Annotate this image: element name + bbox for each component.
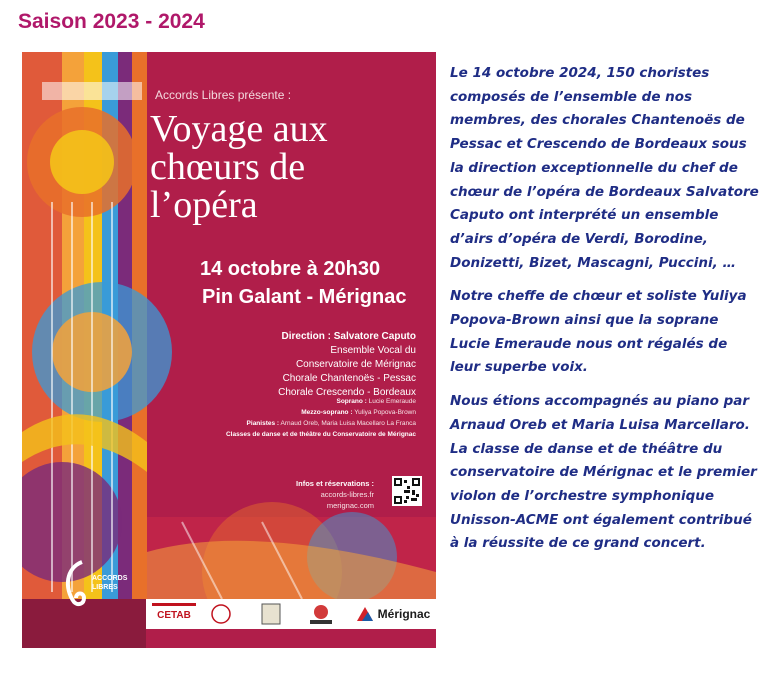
poster-soloists bbox=[226, 396, 416, 440]
sponsor-cmcas-icon bbox=[306, 603, 336, 625]
accords-libres-logo-text bbox=[92, 574, 127, 592]
article-paragraph: La classe de danse et de théâtre du conservatoire de Mérignac et le premier violon de l’orchestre symphonique Unisson-ACME ont également contribué à la réussite de ce grand concert. bbox=[450, 440, 757, 552]
merignac-logo-text: Mérignac bbox=[377, 607, 431, 621]
classes-line: Classes de danse et de théâtre du Conservatoire de Mérignac bbox=[225, 431, 416, 438]
poster-title-line: Voyage aux bbox=[150, 108, 328, 150]
poster-title-line: l’opéra bbox=[150, 184, 258, 226]
logo-text-line: LIBRES bbox=[92, 584, 118, 591]
article-paragraph: Notre cheffe de chœur et soliste Yuliya Popova-Brown ainsi que la soprane Lucie Emeraude nous ont régalés de leur superbe voix. bbox=[450, 288, 747, 376]
poster-direction bbox=[278, 330, 416, 400]
poster-date: 14 octobre à 20h30 bbox=[200, 258, 381, 280]
article-paragraph: Le 14 octobre 2024, 150 choristes composés de l’ensemble de nos membres, des chorales Chantenoës de Pessac et Crescendo de Bordeaux sous la direction exceptionnelle du chef de chœur de l’opéra de Bordeaux Salvatore Caputo ont interprété un ensemble d’airs d’opéra de Verdi, Borodine, Donizetti, Bizet, Mascagni, Puccini, … bbox=[450, 65, 759, 271]
ensemble-line: Chorale Chantenoës - Pessac bbox=[282, 373, 416, 384]
soprano-label: Soprano : bbox=[336, 398, 367, 405]
ensemble-line: Chorale Crescendo - Bordeaux bbox=[278, 387, 416, 398]
merignac-logo-icon bbox=[356, 603, 374, 625]
poster-title bbox=[150, 110, 436, 224]
poster-venue: Pin Galant - Mérignac bbox=[202, 286, 407, 308]
infos-link: accords-libres.fr bbox=[320, 490, 374, 499]
pianists-names: Arnaud Oreb, Maria Luisa Macellaro La Franca bbox=[280, 420, 416, 427]
sponsor-bar bbox=[146, 599, 436, 629]
concert-poster bbox=[22, 52, 436, 648]
mezzo-label: Mezzo-soprano : bbox=[301, 409, 353, 416]
concert-article bbox=[450, 62, 760, 556]
direction-label: Direction : Salvatore Caputo bbox=[281, 331, 416, 342]
mezzo-name: Yuliya Popova-Brown bbox=[354, 409, 416, 416]
logo-text-line: ACCORDS bbox=[92, 575, 128, 582]
poster-title-line: chœurs de bbox=[150, 146, 306, 188]
pianists-label: Pianistes : bbox=[246, 420, 280, 427]
infos-link: merignac.com bbox=[326, 501, 374, 510]
article-paragraph: Nous étions accompagnés au piano par Arnaud Oreb et Maria Luisa Marcellaro. bbox=[450, 393, 750, 433]
ensemble-line: Ensemble Vocal du bbox=[330, 345, 416, 356]
sponsor-emblem-icon bbox=[256, 603, 286, 625]
sponsor-seal-icon bbox=[206, 603, 236, 625]
poster-presenter: Accords Libres présente : bbox=[155, 88, 292, 102]
ensemble-line: Conservatoire de Mérignac bbox=[295, 359, 416, 370]
qr-code-icon bbox=[392, 476, 422, 506]
season-title: Saison 2023 - 2024 bbox=[18, 10, 205, 33]
accords-libres-logo-icon bbox=[62, 558, 92, 608]
poster-infos bbox=[296, 478, 374, 511]
cetab-logo: CETAB bbox=[152, 603, 196, 625]
soprano-name: Lucie Emeraude bbox=[368, 398, 416, 405]
infos-label: Infos et réservations : bbox=[296, 479, 374, 488]
